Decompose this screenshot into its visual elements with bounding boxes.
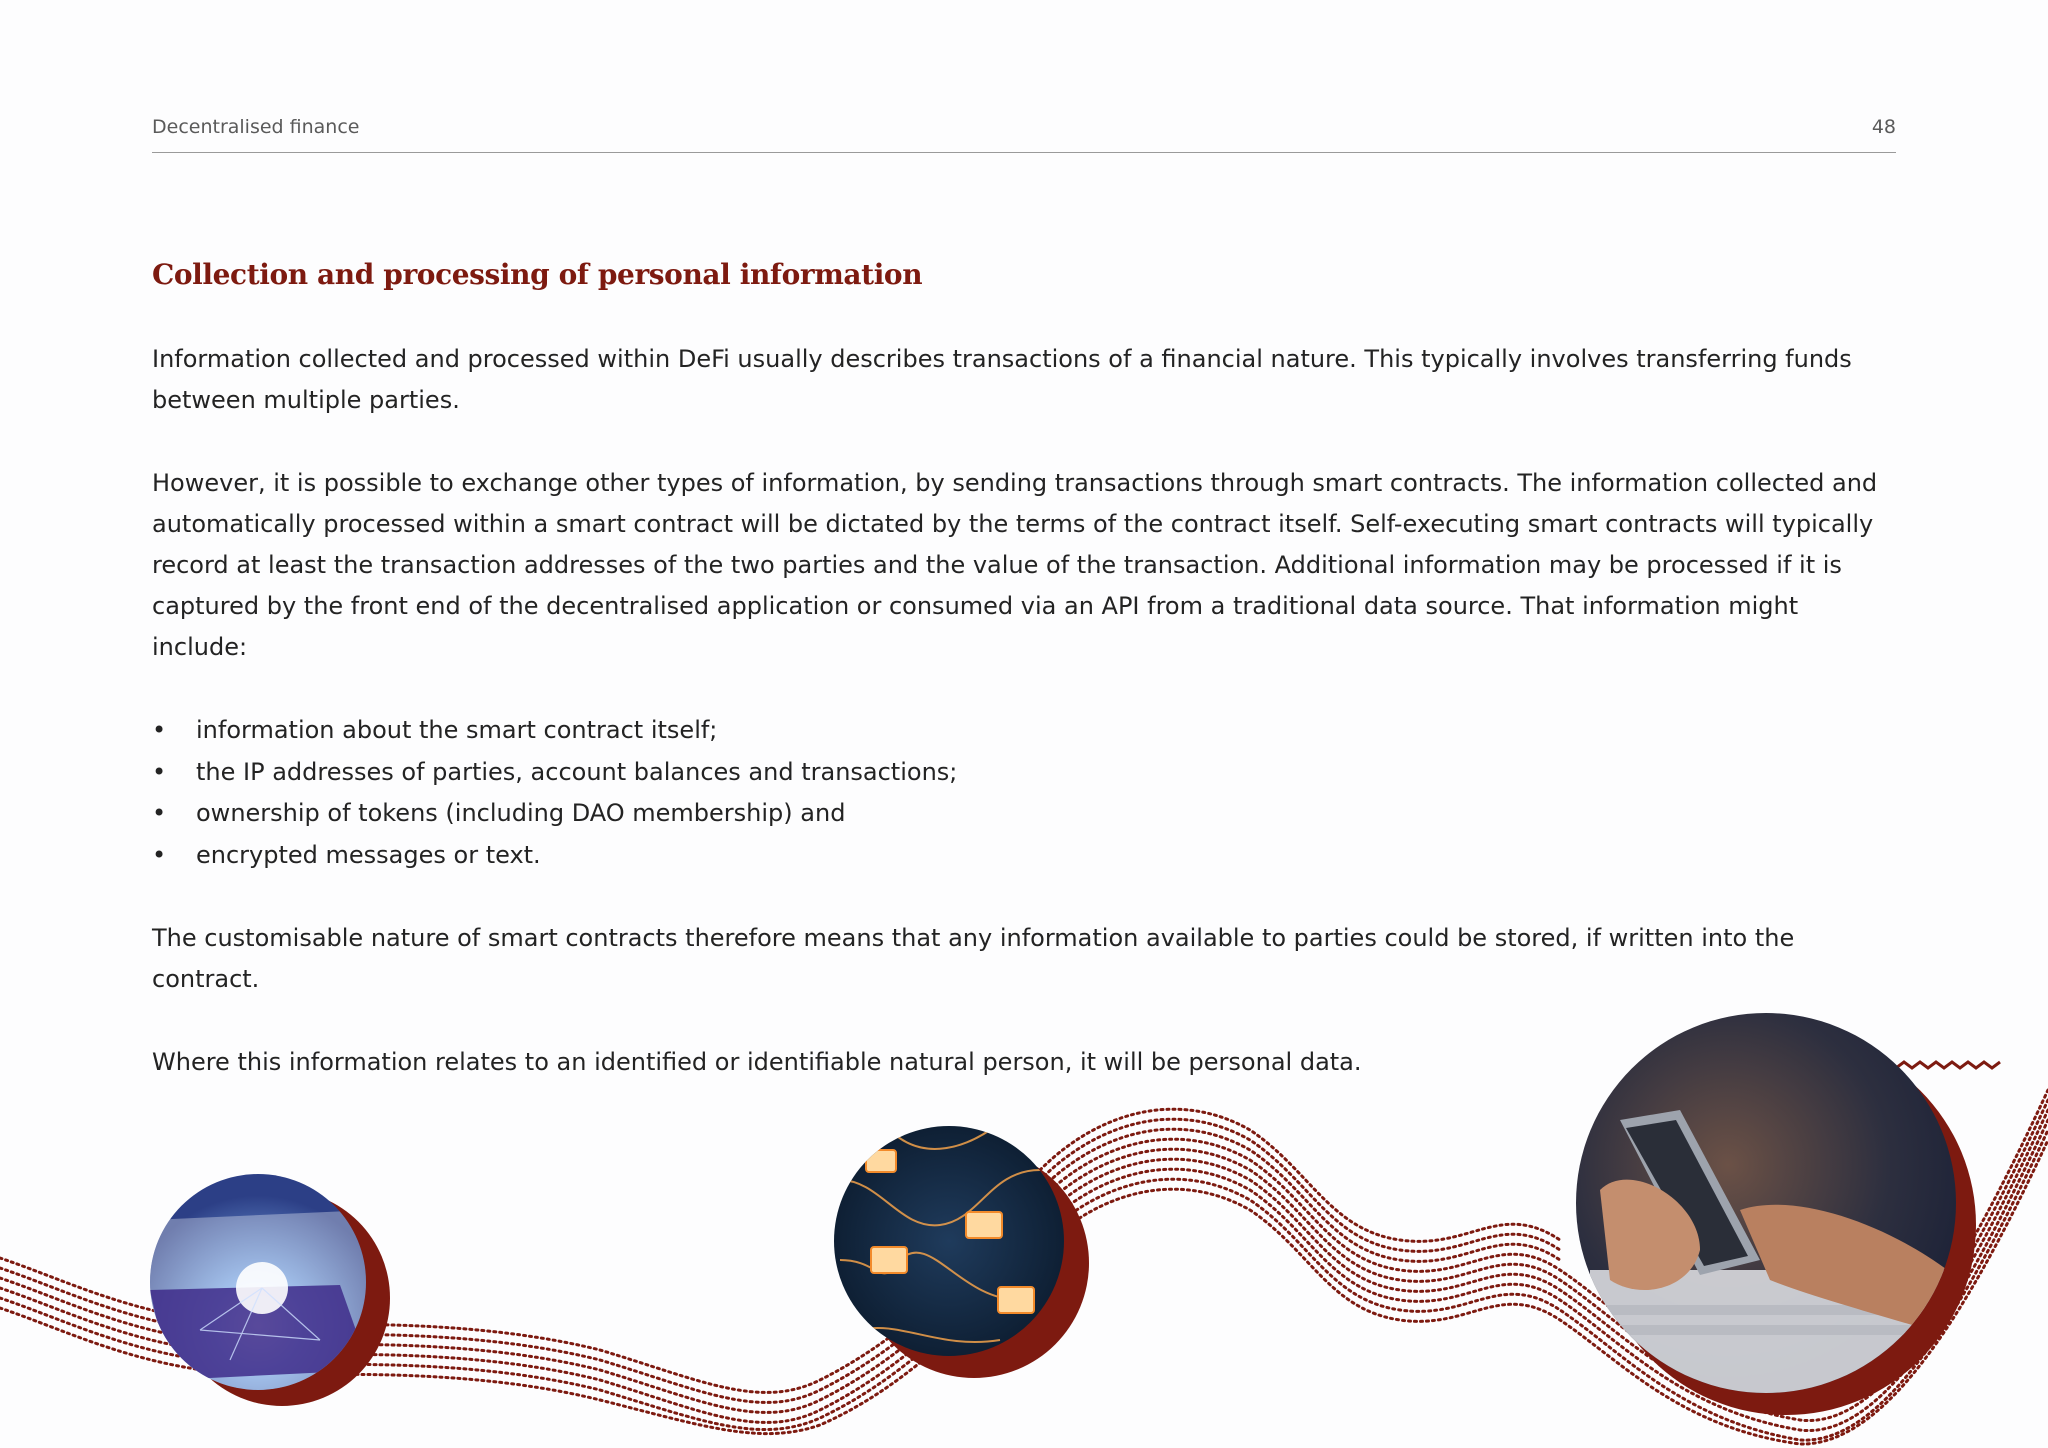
page-number: 48 bbox=[1871, 116, 1896, 138]
paragraph-smart-contracts: However, it is possible to exchange other types of information, by sending transactions through smart contracts. The information collected and automatically processed within a smart contract will be dictated by the terms of the contract itself. Self-executing smart contracts will typically record at least the transaction addresses of the two parties and the value of the transaction. Additional information may be processed if it is captured by the front end of the decentralised application or consumed via an API from a traditional data source. That information might include: bbox=[152, 469, 1878, 661]
section-title: Decentralised finance bbox=[152, 116, 360, 138]
paragraph-customisable: The customisable nature of smart contracts therefore means that any information available to parties could be stored, if written into the contract. bbox=[152, 924, 1795, 993]
list-item-text: the IP addresses of parties, account balances and transactions; bbox=[196, 757, 958, 786]
photo-circle-tablet bbox=[150, 1174, 390, 1406]
bullet-icon: • bbox=[152, 799, 167, 827]
photo-circle-phone-hands bbox=[1576, 1013, 1976, 1415]
paragraph-personal-data: Where this information relates to an identified or identifiable natural person, it will be personal data. bbox=[152, 1048, 1362, 1076]
bullet-icon: • bbox=[152, 716, 167, 744]
photo-circle-email-network bbox=[834, 1126, 1089, 1378]
paragraph-intro: Information collected and processed within DeFi usually describes transactions of a financial nature. This typically involves transferring funds between multiple parties. bbox=[152, 345, 1852, 414]
list-item-text: information about the smart contract itself; bbox=[196, 716, 718, 744]
list-item-text: ownership of tokens (including DAO membership) and bbox=[196, 799, 846, 827]
list-item-text: encrypted messages or text. bbox=[196, 840, 541, 869]
bullet-icon: • bbox=[152, 840, 167, 869]
bullet-icon: • bbox=[152, 757, 167, 786]
section-heading: Collection and processing of personal information bbox=[152, 258, 923, 291]
